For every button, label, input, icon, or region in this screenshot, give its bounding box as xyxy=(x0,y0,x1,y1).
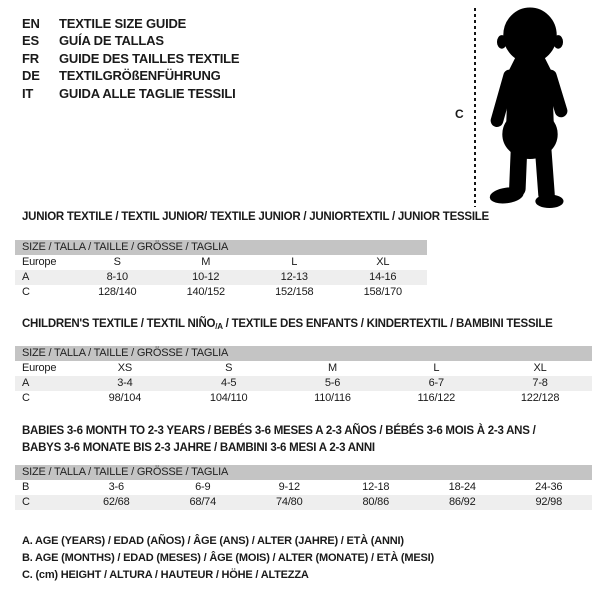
children-size-table xyxy=(15,346,592,406)
size-cell: XL xyxy=(376,256,390,268)
age-cell: 9-12 xyxy=(278,481,300,493)
size-cell: M xyxy=(328,362,337,374)
row-label: A xyxy=(22,271,30,283)
row-label: C xyxy=(22,286,30,298)
height-cell: 122/128 xyxy=(520,392,560,404)
size-header-band: SIZE / TALLA / TAILLE / GRÖSSE / TAGLIA xyxy=(15,346,592,361)
table-row-height xyxy=(15,495,592,510)
age-cell: 7-8 xyxy=(532,377,548,389)
size-cell: M xyxy=(201,256,211,268)
height-cell: 80/86 xyxy=(362,496,390,508)
age-cell: 6-7 xyxy=(428,377,444,389)
language-row-fr xyxy=(22,50,239,67)
size-cell: L xyxy=(433,362,440,374)
age-cell: 14-16 xyxy=(369,271,397,283)
height-cell: 152/158 xyxy=(275,286,314,298)
size-cell: XL xyxy=(533,362,547,374)
junior-size-table xyxy=(15,240,427,300)
babies-size-table xyxy=(15,465,592,510)
size-cell: XS xyxy=(117,362,133,374)
language-row-en xyxy=(22,15,239,32)
height-cell: 158/170 xyxy=(363,286,402,298)
age-cell: 10-12 xyxy=(192,271,220,283)
age-cell: 12-18 xyxy=(362,481,390,493)
size-cell: S xyxy=(225,362,233,374)
height-cell: 74/80 xyxy=(275,496,303,508)
row-label: Europe xyxy=(22,362,57,374)
children-title-pre: CHILDREN'S TEXTILE / TEXTIL NIÑO xyxy=(22,318,216,330)
junior-table-title: JUNIOR TEXTILE / TEXTIL JUNIOR/ TEXTILE JUNIOR / JUNIORTEXTIL / JUNIOR TESSILE xyxy=(22,211,489,223)
babies-title-line1: BABIES 3-6 MONTH TO 2-3 YEARS / BEBÉS 3-6 MESES A 2-3 AÑOS / BÉBÉS 3-6 MOIS À 2-3 ANS / xyxy=(22,425,536,437)
age-cell: 5-6 xyxy=(324,377,341,389)
row-label: A xyxy=(22,377,30,389)
table-row-height xyxy=(15,285,427,300)
age-cell: 8-10 xyxy=(106,271,128,283)
baby-silhouette-icon xyxy=(481,6,579,210)
height-measure-label: C xyxy=(455,107,464,121)
language-title: TEXTILE SIZE GUIDE xyxy=(59,16,187,31)
babies-title-line2: BABYS 3-6 MONATE BIS 2-3 JAHRE / BAMBINI 3-6 MESI A 2-3 ANNI xyxy=(22,442,375,454)
height-cell: 128/140 xyxy=(98,286,137,298)
height-cell: 86/92 xyxy=(448,496,476,508)
height-cell: 140/152 xyxy=(186,286,225,298)
height-cell: 62/68 xyxy=(102,496,130,508)
age-cell: 12-13 xyxy=(280,271,308,283)
age-cell: 6-9 xyxy=(195,481,211,493)
babies-table-title xyxy=(22,423,536,457)
footnote-age-years: A. AGE (YEARS) / EDAD (AÑOS) / ÂGE (ANS) / ALTER (JAHRE) / ETÀ (ANNI) xyxy=(22,535,404,547)
language-title: GUIDA ALLE TAGLIE TESSILI xyxy=(59,85,236,101)
footnote-age-months: B. AGE (MONTHS) / EDAD (MESES) / ÂGE (MOIS) / ALTER (MONATE) / ETÀ (MESI) xyxy=(22,552,434,564)
table-row-age xyxy=(15,376,592,391)
legend-footnotes xyxy=(22,533,434,584)
row-label: Europe xyxy=(22,256,57,268)
language-row-de xyxy=(22,67,239,84)
language-code: IT xyxy=(22,85,34,101)
language-code: ES xyxy=(22,33,39,49)
height-cell: 104/110 xyxy=(209,392,248,404)
row-label: C xyxy=(22,392,30,404)
table-row-height xyxy=(15,391,592,406)
size-header-band: SIZE / TALLA / TAILLE / GRÖSSE / TAGLIA xyxy=(15,465,592,480)
language-code: EN xyxy=(22,16,40,31)
language-title-list xyxy=(22,15,239,102)
height-cell: 110/116 xyxy=(314,392,351,404)
language-code: DE xyxy=(22,68,40,84)
size-cell: L xyxy=(291,256,298,268)
language-row-it xyxy=(22,85,239,102)
language-title: GUÍA DE TALLAS xyxy=(59,33,164,49)
table-row-europe xyxy=(15,361,592,376)
row-label: B xyxy=(22,481,30,493)
size-header-band: SIZE / TALLA / TAILLE / GRÖSSE / TAGLIA xyxy=(15,240,427,255)
height-measure-dotted-line xyxy=(474,8,476,207)
size-cell: S xyxy=(113,256,121,268)
table-row-age xyxy=(15,270,427,285)
children-title-post: / TEXTILE DES ENFANTS / KINDERTEXTIL / BAMBINI TESSILE xyxy=(222,318,553,330)
children-table-title xyxy=(22,318,553,331)
age-cell: 3-4 xyxy=(117,377,133,389)
language-row-es xyxy=(22,32,239,49)
age-cell: 18-24 xyxy=(448,481,476,493)
footnote-height-cm: C. (cm) HEIGHT / ALTURA / HAUTEUR / HÖHE / ALTEZZA xyxy=(22,569,309,581)
language-title: TEXTILGRÖßENFÜHRUNG xyxy=(59,68,221,84)
age-cell: 4-5 xyxy=(221,377,237,389)
age-cell: 24-36 xyxy=(535,481,563,493)
height-cell: 92/98 xyxy=(535,496,563,508)
children-title-subscript: /A xyxy=(215,322,223,331)
language-code: FR xyxy=(22,50,39,66)
height-cell: 116/122 xyxy=(417,392,456,404)
table-row-europe xyxy=(15,255,427,270)
height-cell: 98/104 xyxy=(108,392,142,404)
height-cell: 68/74 xyxy=(189,496,217,508)
language-title: GUIDE DES TAILLES TEXTILE xyxy=(59,50,240,66)
row-label: C xyxy=(22,496,30,508)
table-row-age-months xyxy=(15,480,592,495)
age-cell: 3-6 xyxy=(108,481,124,493)
